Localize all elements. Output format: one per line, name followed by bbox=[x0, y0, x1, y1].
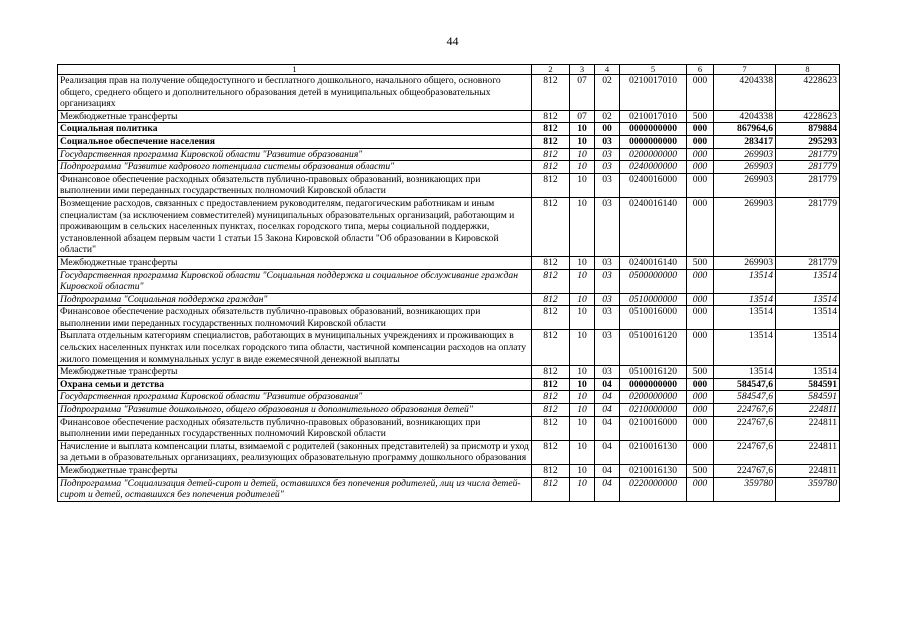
cell-amount-year1: 584547,6 bbox=[714, 378, 776, 391]
cell-section: 10 bbox=[570, 404, 595, 417]
row-name: Государственная программа Кировской области "Развитие образования" bbox=[58, 391, 532, 404]
cell-expense-type: 500 bbox=[687, 465, 714, 478]
row-name: Финансовое обеспечение расходных обязательств публично-правовых образований, возникающих при выполнении ими переданных государственных полномочий Кировской области bbox=[58, 173, 532, 197]
cell-subsection: 04 bbox=[595, 404, 620, 417]
table-row bbox=[58, 110, 840, 123]
table-row bbox=[58, 366, 840, 379]
cell-subsection: 03 bbox=[595, 306, 620, 330]
cell-amount-year1: 269903 bbox=[714, 148, 776, 161]
cell-ministry: 812 bbox=[532, 135, 570, 148]
column-header: 1 bbox=[58, 65, 532, 75]
cell-ministry: 812 bbox=[532, 440, 570, 464]
cell-subsection: 03 bbox=[595, 148, 620, 161]
row-name: Межбюджетные трансферты bbox=[58, 110, 532, 123]
cell-section: 07 bbox=[570, 75, 595, 111]
cell-ministry: 812 bbox=[532, 330, 570, 366]
column-header: 2 bbox=[532, 65, 570, 75]
cell-subsection: 04 bbox=[595, 477, 620, 501]
cell-expense-type: 000 bbox=[687, 75, 714, 111]
table-row bbox=[58, 477, 840, 501]
row-name: Подпрограмма "Социализация детей-сирот и детей, оставшихся без попечения родителей, лиц из числа детей-сирот и детей, оставшихся без попечения родителей" bbox=[58, 477, 532, 501]
cell-amount-year1: 224767,6 bbox=[714, 440, 776, 464]
cell-amount-year2: 295293 bbox=[776, 135, 840, 148]
cell-target-article: 0210016000 bbox=[620, 416, 687, 440]
cell-expense-type: 500 bbox=[687, 110, 714, 123]
cell-target-article: 0240016140 bbox=[620, 197, 687, 256]
row-name: Охрана семьи и детства bbox=[58, 378, 532, 391]
cell-section: 10 bbox=[570, 161, 595, 174]
cell-amount-year2: 13514 bbox=[776, 306, 840, 330]
cell-expense-type: 000 bbox=[687, 123, 714, 136]
cell-ministry: 812 bbox=[532, 306, 570, 330]
table-row bbox=[58, 161, 840, 174]
cell-subsection: 04 bbox=[595, 440, 620, 464]
cell-ministry: 812 bbox=[532, 110, 570, 123]
cell-subsection: 03 bbox=[595, 256, 620, 269]
cell-amount-year2: 584591 bbox=[776, 378, 840, 391]
cell-ministry: 812 bbox=[532, 148, 570, 161]
cell-amount-year2: 13514 bbox=[776, 366, 840, 379]
cell-amount-year2: 359780 bbox=[776, 477, 840, 501]
row-name: Социальная политика bbox=[58, 123, 532, 136]
cell-subsection: 04 bbox=[595, 465, 620, 478]
cell-amount-year2: 281779 bbox=[776, 173, 840, 197]
cell-subsection: 03 bbox=[595, 269, 620, 293]
cell-expense-type: 000 bbox=[687, 173, 714, 197]
cell-target-article: 0510016120 bbox=[620, 366, 687, 379]
cell-expense-type: 000 bbox=[687, 378, 714, 391]
cell-subsection: 03 bbox=[595, 197, 620, 256]
cell-amount-year2: 224811 bbox=[776, 404, 840, 417]
cell-section: 10 bbox=[570, 330, 595, 366]
table-row bbox=[58, 269, 840, 293]
cell-section: 10 bbox=[570, 366, 595, 379]
cell-amount-year1: 269903 bbox=[714, 256, 776, 269]
cell-amount-year1: 283417 bbox=[714, 135, 776, 148]
cell-expense-type: 000 bbox=[687, 416, 714, 440]
cell-ministry: 812 bbox=[532, 293, 570, 306]
row-name: Государственная программа Кировской области "Развитие образования" bbox=[58, 148, 532, 161]
table-row bbox=[58, 416, 840, 440]
cell-amount-year2: 281779 bbox=[776, 161, 840, 174]
cell-ministry: 812 bbox=[532, 404, 570, 417]
cell-target-article: 0000000000 bbox=[620, 135, 687, 148]
cell-section: 10 bbox=[570, 416, 595, 440]
cell-amount-year1: 224767,6 bbox=[714, 416, 776, 440]
cell-section: 10 bbox=[570, 440, 595, 464]
cell-ministry: 812 bbox=[532, 173, 570, 197]
cell-section: 10 bbox=[570, 391, 595, 404]
cell-target-article: 0200000000 bbox=[620, 391, 687, 404]
table-row bbox=[58, 378, 840, 391]
cell-amount-year1: 13514 bbox=[714, 293, 776, 306]
cell-expense-type: 000 bbox=[687, 293, 714, 306]
row-name: Межбюджетные трансферты bbox=[58, 366, 532, 379]
cell-expense-type: 000 bbox=[687, 269, 714, 293]
cell-amount-year1: 224767,6 bbox=[714, 465, 776, 478]
cell-amount-year1: 269903 bbox=[714, 161, 776, 174]
cell-target-article: 0000000000 bbox=[620, 123, 687, 136]
cell-target-article: 0500000000 bbox=[620, 269, 687, 293]
cell-expense-type: 000 bbox=[687, 440, 714, 464]
cell-amount-year2: 281779 bbox=[776, 197, 840, 256]
table-row bbox=[58, 75, 840, 111]
table-body bbox=[58, 75, 840, 502]
table-row bbox=[58, 148, 840, 161]
table-row bbox=[58, 465, 840, 478]
row-name: Финансовое обеспечение расходных обязательств публично-правовых образований, возникающих при выполнении ими переданных государственных полномочий Кировской области bbox=[58, 306, 532, 330]
cell-section: 10 bbox=[570, 173, 595, 197]
table-row bbox=[58, 256, 840, 269]
cell-subsection: 02 bbox=[595, 75, 620, 111]
table-row bbox=[58, 173, 840, 197]
cell-amount-year2: 4228623 bbox=[776, 110, 840, 123]
cell-amount-year1: 13514 bbox=[714, 366, 776, 379]
cell-ministry: 812 bbox=[532, 366, 570, 379]
row-name: Возмещение расходов, связанных с предоставлением руководителям, педагогическим работникам и иным специалистам (за исключением совместителей) муниципальных образовательных организаций, работающим и проживающим в сельских населенных пунктах, поселках городского типа, меры социальной поддержки, установленной абзацем первым части 1 статьи 15 Закона Кировской области "Об образовании в Кировской области" bbox=[58, 197, 532, 256]
cell-section: 10 bbox=[570, 378, 595, 391]
cell-target-article: 0210017010 bbox=[620, 110, 687, 123]
table-row bbox=[58, 306, 840, 330]
cell-expense-type: 000 bbox=[687, 148, 714, 161]
cell-expense-type: 000 bbox=[687, 477, 714, 501]
cell-amount-year1: 269903 bbox=[714, 197, 776, 256]
cell-subsection: 04 bbox=[595, 378, 620, 391]
table-row bbox=[58, 293, 840, 306]
table-row bbox=[58, 391, 840, 404]
cell-ministry: 812 bbox=[532, 197, 570, 256]
cell-amount-year1: 13514 bbox=[714, 330, 776, 366]
cell-section: 10 bbox=[570, 293, 595, 306]
budget-table bbox=[57, 64, 840, 502]
row-name: Реализация прав на получение общедоступного и бесплатного дошкольного, начального общего, основного общего, среднего общего и дополнительного образования детей в муниципальных общеобразовательных организациях bbox=[58, 75, 532, 111]
table-row bbox=[58, 123, 840, 136]
cell-target-article: 0220000000 bbox=[620, 477, 687, 501]
column-header: 5 bbox=[620, 65, 687, 75]
cell-section: 10 bbox=[570, 465, 595, 478]
cell-expense-type: 000 bbox=[687, 391, 714, 404]
cell-target-article: 0210016130 bbox=[620, 465, 687, 478]
cell-amount-year1: 269903 bbox=[714, 173, 776, 197]
column-header: 6 bbox=[687, 65, 714, 75]
cell-ministry: 812 bbox=[532, 477, 570, 501]
cell-target-article: 0210000000 bbox=[620, 404, 687, 417]
cell-section: 10 bbox=[570, 148, 595, 161]
cell-subsection: 03 bbox=[595, 366, 620, 379]
cell-subsection: 02 bbox=[595, 110, 620, 123]
cell-amount-year2: 13514 bbox=[776, 330, 840, 366]
cell-expense-type: 000 bbox=[687, 197, 714, 256]
table-row bbox=[58, 330, 840, 366]
cell-ministry: 812 bbox=[532, 123, 570, 136]
cell-target-article: 0510016000 bbox=[620, 306, 687, 330]
cell-amount-year1: 4204338 bbox=[714, 75, 776, 111]
cell-amount-year2: 584591 bbox=[776, 391, 840, 404]
cell-subsection: 00 bbox=[595, 123, 620, 136]
cell-target-article: 0240016140 bbox=[620, 256, 687, 269]
row-name: Государственная программа Кировской области "Социальная поддержка и социальное обслуживание граждан Кировской области" bbox=[58, 269, 532, 293]
cell-amount-year2: 879884 bbox=[776, 123, 840, 136]
cell-ministry: 812 bbox=[532, 161, 570, 174]
cell-amount-year2: 224811 bbox=[776, 440, 840, 464]
table-row bbox=[58, 135, 840, 148]
cell-target-article: 0240016000 bbox=[620, 173, 687, 197]
cell-target-article: 0510000000 bbox=[620, 293, 687, 306]
cell-subsection: 04 bbox=[595, 416, 620, 440]
table-row bbox=[58, 197, 840, 256]
cell-subsection: 03 bbox=[595, 161, 620, 174]
cell-subsection: 04 bbox=[595, 391, 620, 404]
cell-amount-year1: 13514 bbox=[714, 306, 776, 330]
row-name: Подпрограмма "Социальная поддержка граждан" bbox=[58, 293, 532, 306]
row-name: Выплата отдельным категориям специалистов, работающих в муниципальных учреждениях и проживающих в сельских населенных пунктах или поселках городского типа области, частичной компенсации расходов на оплату жилого помещения и коммунальных услуг в виде ежемесячной денежной выплаты bbox=[58, 330, 532, 366]
cell-amount-year1: 867964,6 bbox=[714, 123, 776, 136]
row-name: Межбюджетные трансферты bbox=[58, 256, 532, 269]
row-name: Подпрограмма "Развитие кадрового потенциала системы образования области" bbox=[58, 161, 532, 174]
cell-expense-type: 000 bbox=[687, 135, 714, 148]
cell-section: 10 bbox=[570, 123, 595, 136]
cell-section: 10 bbox=[570, 306, 595, 330]
table-row bbox=[58, 404, 840, 417]
row-name: Подпрограмма "Развитие дошкольного, общего образования и дополнительного образования детей" bbox=[58, 404, 532, 417]
cell-amount-year1: 13514 bbox=[714, 269, 776, 293]
row-name: Социальное обеспечение населения bbox=[58, 135, 532, 148]
column-header: 3 bbox=[570, 65, 595, 75]
cell-ministry: 812 bbox=[532, 378, 570, 391]
cell-subsection: 03 bbox=[595, 173, 620, 197]
cell-subsection: 03 bbox=[595, 330, 620, 366]
cell-target-article: 0510016120 bbox=[620, 330, 687, 366]
cell-ministry: 812 bbox=[532, 465, 570, 478]
column-header: 8 bbox=[776, 65, 840, 75]
cell-ministry: 812 bbox=[532, 416, 570, 440]
row-name: Финансовое обеспечение расходных обязательств публично-правовых образований, возникающих при выполнении ими переданных государственных полномочий Кировской области bbox=[58, 416, 532, 440]
cell-section: 07 bbox=[570, 110, 595, 123]
cell-section: 10 bbox=[570, 197, 595, 256]
cell-amount-year2: 224811 bbox=[776, 465, 840, 478]
cell-target-article: 0210016130 bbox=[620, 440, 687, 464]
cell-ministry: 812 bbox=[532, 269, 570, 293]
table-row bbox=[58, 440, 840, 464]
cell-subsection: 03 bbox=[595, 293, 620, 306]
cell-amount-year1: 224767,6 bbox=[714, 404, 776, 417]
cell-amount-year1: 4204338 bbox=[714, 110, 776, 123]
cell-expense-type: 000 bbox=[687, 306, 714, 330]
cell-amount-year1: 359780 bbox=[714, 477, 776, 501]
cell-amount-year1: 584547,6 bbox=[714, 391, 776, 404]
column-header: 4 bbox=[595, 65, 620, 75]
cell-target-article: 0200000000 bbox=[620, 148, 687, 161]
column-header: 7 bbox=[714, 65, 776, 75]
cell-ministry: 812 bbox=[532, 75, 570, 111]
cell-expense-type: 500 bbox=[687, 366, 714, 379]
cell-amount-year2: 13514 bbox=[776, 269, 840, 293]
cell-target-article: 0000000000 bbox=[620, 378, 687, 391]
cell-section: 10 bbox=[570, 269, 595, 293]
cell-section: 10 bbox=[570, 256, 595, 269]
cell-expense-type: 500 bbox=[687, 256, 714, 269]
cell-amount-year2: 4228623 bbox=[776, 75, 840, 111]
cell-amount-year2: 224811 bbox=[776, 416, 840, 440]
cell-amount-year2: 281779 bbox=[776, 148, 840, 161]
page-number: 44 bbox=[446, 34, 459, 48]
cell-ministry: 812 bbox=[532, 256, 570, 269]
cell-expense-type: 000 bbox=[687, 404, 714, 417]
table-header-row bbox=[58, 65, 840, 75]
cell-section: 10 bbox=[570, 135, 595, 148]
cell-section: 10 bbox=[570, 477, 595, 501]
cell-expense-type: 000 bbox=[687, 330, 714, 366]
cell-amount-year2: 13514 bbox=[776, 293, 840, 306]
cell-ministry: 812 bbox=[532, 391, 570, 404]
cell-amount-year2: 281779 bbox=[776, 256, 840, 269]
cell-expense-type: 000 bbox=[687, 161, 714, 174]
cell-target-article: 0210017010 bbox=[620, 75, 687, 111]
row-name: Межбюджетные трансферты bbox=[58, 465, 532, 478]
cell-target-article: 0240000000 bbox=[620, 161, 687, 174]
cell-subsection: 03 bbox=[595, 135, 620, 148]
row-name: Начисление и выплата компенсации платы, взимаемой с родителей (законных представителей) за присмотр и уход за детьми в образовательных организациях, реализующих образовательную программу дошкольного образования bbox=[58, 440, 532, 464]
